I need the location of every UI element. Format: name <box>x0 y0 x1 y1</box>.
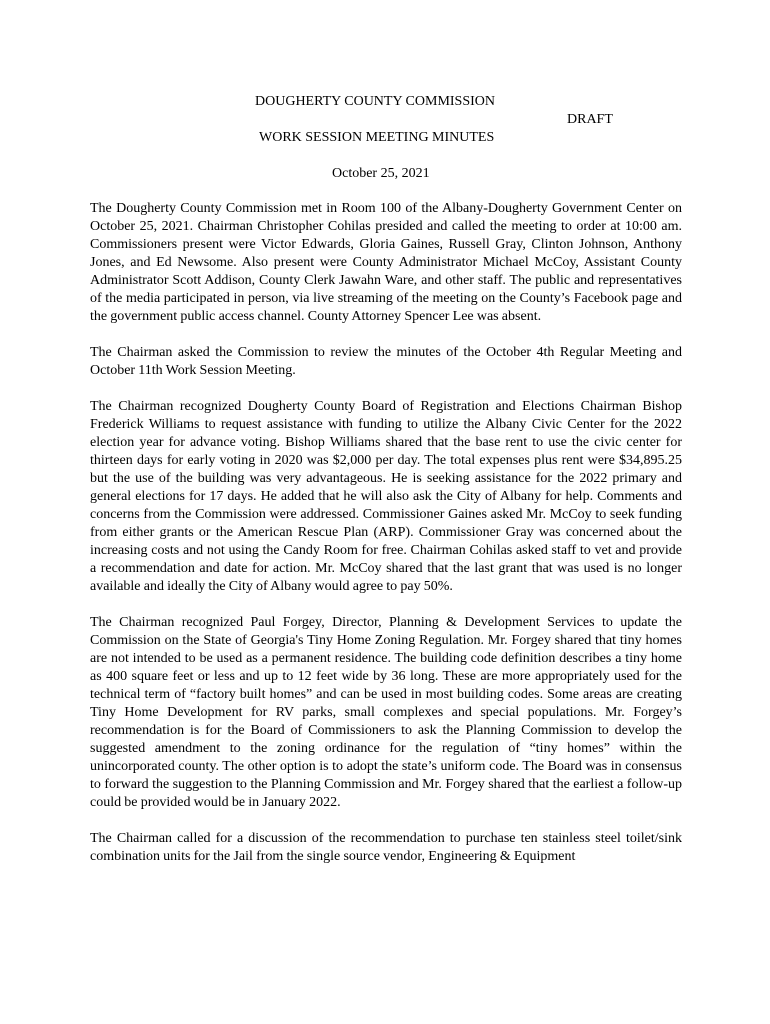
minutes-body <box>90 200 682 884</box>
paragraph-tiny-home-zoning: The Chairman recognized Paul Forgey, Director, Planning & Development Services to update the Commission on the State of Georgia's Tiny Home Zoning Regulation. Mr. Forgey shared that tiny homes are not intended to be used as a permanent residence. The building code definition describes a tiny home as 400 square feet or less and up to 12 feet wide by 36 long. These are more appropriately used for the technical term of “factory built homes” and can be used in most building codes. Some areas are creating Tiny Home Development for RV parks, small complexes and special populations. Mr. Forgey’s recommendation is for the Board of Commissioners to ask the Planning Commission to develop the suggested amendment to the zoning ordinance for the regulation of “tiny homes” within the unincorporated county. The other option is to adopt the state’s uniform code. The Board was in consensus to forward the suggestion to the Planning Commission and Mr. Forgey shared that the earliest a follow-up could be provided would be in January 2022. <box>90 615 682 810</box>
document-title: WORK SESSION MEETING MINUTES <box>259 130 495 145</box>
draft-label: DRAFT <box>567 112 613 127</box>
meeting-date: October 25, 2021 <box>332 166 430 181</box>
paragraph-election-funding: The Chairman recognized Dougherty County Board of Registration and Elections Chairman Bishop Frederick Williams to request assistance with funding to utilize the Albany Civic Center for the 2022 election year for advance voting. Bishop Williams shared that the base rent to use the civic center for thirteen days for early voting in 2020 was $2,000 per day. The total expenses plus rent were $34,895.25 but the use of the building was very advantageous. He is seeking assistance for the 2022 primary and general elections for 17 days. He added that he will also ask the City of Albany for help. Comments and concerns from the Commission were addressed. Commissioner Gaines asked Mr. McCoy to seek funding from either grants or the American Rescue Plan (ARP). Commissioner Gray was concerned about the increasing costs and not using the Candy Room for free. Chairman Cohilas asked staff to vet and provide a recommendation and date for action. Mr. McCoy shared that the last grant that was used is no longer available and ideally the City of Albany would agree to pay 50%. <box>90 399 682 594</box>
organization-title: DOUGHERTY COUNTY COMMISSION <box>255 94 496 109</box>
paragraph-jail-units: The Chairman called for a discussion of the recommendation to purchase ten stainless steel toilet/sink combination units for the Jail from the single source vendor, Engineering & Equipment <box>90 831 682 864</box>
paragraph-minutes-review: The Chairman asked the Commission to review the minutes of the October 4th Regular Meeting and October 11th Work Session Meeting. <box>90 345 682 378</box>
paragraph-attendance: The Dougherty County Commission met in Room 100 of the Albany-Dougherty Government Center on October 25, 2021. Chairman Christopher Cohilas presided and called the meeting to order at 10:00 am. Commissioners present were Victor Edwards, Gloria Gaines, Russell Gray, Clinton Johnson, Anthony Jones, and Ed Newsome. Also present were County Administrator Michael McCoy, Assistant County Administrator Scott Addison, County Clerk Jawahn Ware, and other staff. The public and representatives of the media participated in person, via live streaming of the meeting on the County’s Facebook page and the government public access channel. County Attorney Spencer Lee was absent. <box>90 201 682 324</box>
